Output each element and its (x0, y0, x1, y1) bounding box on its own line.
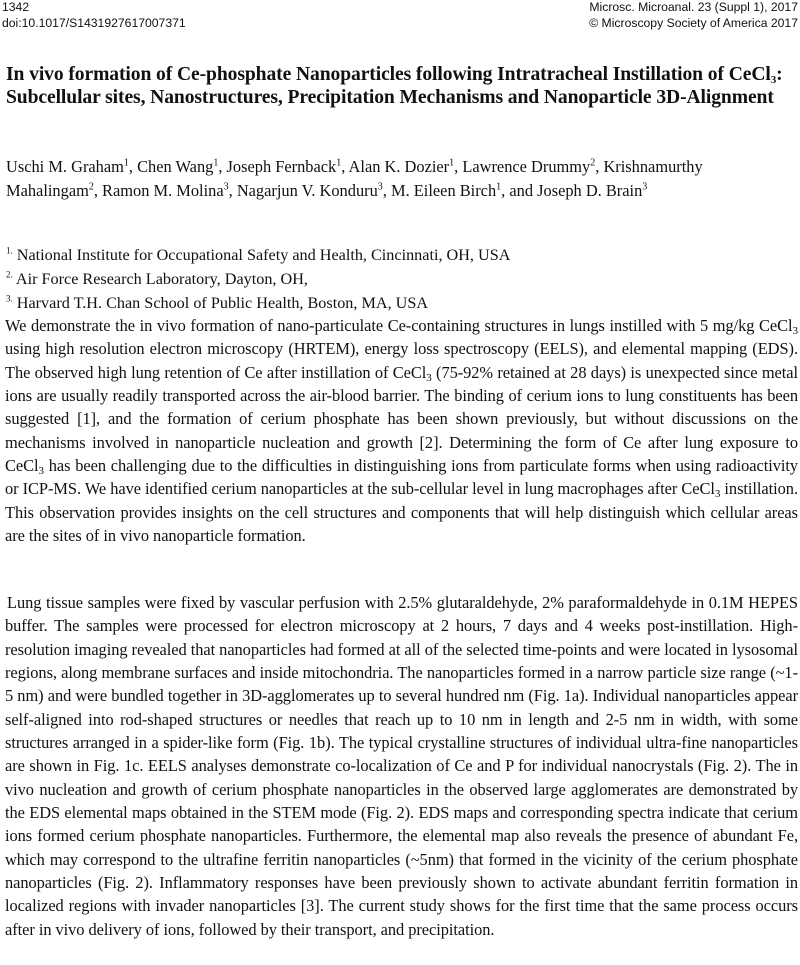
author-name: M. Eileen Birch (391, 181, 497, 200)
running-header-left (2, 0, 186, 31)
author-separator: , (595, 157, 604, 176)
author-separator: , (228, 181, 237, 200)
author-name: Chen Wang (137, 157, 214, 176)
author-affiliation: 2 (590, 157, 596, 169)
affiliation-list (6, 243, 796, 315)
author-name: Uschi M. Graham (6, 157, 124, 176)
page-number: 1342 (2, 0, 30, 14)
affiliation-number: 2. (6, 269, 13, 280)
author-name: Joseph Fernback (226, 157, 337, 176)
journal-citation: Microsc. Microanal. 23 (Suppl 1), 2017 (589, 0, 798, 14)
author-affiliation: 3 (642, 181, 648, 193)
affiliation-text: Air Force Research Laboratory, Dayton, OH, (15, 270, 308, 288)
author-affiliation: 1 (336, 157, 342, 169)
affiliation (6, 291, 796, 315)
title-part-1: In vivo formation of Ce-phosphate Nanoparticles following Intratracheal Instillation of CeCl (6, 64, 771, 85)
author-affiliation: 1 (123, 157, 129, 169)
affiliation-text: Harvard T.H. Chan School of Public Health, Boston, MA, USA (16, 294, 429, 312)
paragraph-text: using high resolution electron microscopy (HRTEM), energy loss spectroscopy (EELS), and elemental mapping (EDS). The observed high lung retention of Ce after instillation of CeCl (5, 339, 798, 382)
paragraph-text: instillation. This observation provides insights on the cell structures and components that will help distinguish which cellular areas are the sites of in vivo nanoparticle formation. (5, 479, 798, 546)
running-header-right (589, 0, 798, 31)
author-separator: , (341, 157, 349, 176)
paper-title (6, 63, 798, 109)
author-separator: , (128, 157, 138, 176)
author-affiliation: 1 (496, 181, 502, 193)
title-subscript: 3 (770, 74, 777, 86)
author-list (6, 155, 796, 203)
author-affiliation: 1 (213, 157, 219, 169)
subscript: 3 (792, 325, 798, 337)
paragraph-text: has been challenging due to the difficulties in distinguishing ions from particulate forms when using radioactivity or ICP-MS. We have identified cerium nanoparticles at the sub-cellular level in lung macrophages after CeCl (5, 456, 798, 499)
author-name: Alan K. Dozier (348, 157, 450, 176)
subscript: 3 (426, 371, 432, 384)
subscript: 3 (714, 488, 721, 501)
paragraph-text: We demonstrate the in vivo formation of nano-particulate Ce-containing structures in lungs instilled with 5 mg/kg CeCl (5, 316, 793, 335)
author-separator: , (93, 181, 103, 200)
author-name: Ramon M. Molina (102, 181, 224, 200)
subscript: 3 (38, 465, 44, 478)
author-name: Joseph D. Brain (537, 181, 643, 200)
affiliation-text: National Institute for Occupational Safety and Health, Cincinnati, OH, USA (16, 246, 511, 264)
affiliation-number: 1. (6, 245, 13, 256)
author-affiliation: 2 (88, 181, 94, 193)
paragraph-text: (75-92% retained at 28 days) is unexpected since metal ions are usually readily transported across the air-blood barrier. The binding of cerium ions to lung constituents has been suggested [1], and the formation of cerium phosphate has been shown previously, but without discussions on the mechanisms involved in nanoparticle nucleation and growth [2]. Determining the form of Ce after lung exposure to CeCl (5, 362, 798, 476)
author-name: Krishnamurthy Mahalingam (6, 157, 703, 200)
body-paragraph-2: Lung tissue samples were fixed by vascular perfusion with 2.5% glutaraldehyde, 2% paraformaldehyde in 0.1M HEPES buffer. The samples were processed for electron microscopy at 2 hours, 7 days and 4 weeks post-instillation. High-resolution imaging revealed that nanoparticles had formed at all of the selected time-points and were located in lysosomal regions, along membrane surfaces and inside mitochondria. The nanoparticles formed in a narrow particle size range (~1-5 nm) and were bundled together in 3D-agglomerates up to several hundred nm (Fig. 1a). Individual nanoparticles appear self-aligned into rod-shaped structures or needles that reach up to 10 nm in length and 2-5 nm in width, with some structures arranged in a spider-like form (Fig. 1b). The typical crystalline structures of individual ultra-fine nanoparticles are shown in Fig. 1c. EELS analyses demonstrate co-localization of Ce and P for individual nanocrystals (Fig. 2). The in vivo nucleation and growth of cerium phosphate nanoparticles in the observed large agglomerates are demonstrated by the EDS elemental maps obtained in the STEM mode (Fig. 2). EDS maps and corresponding spectra indicate that cerium ions formed cerium phosphate nanoparticles. Furthermore, the elemental map also reveals the presence of abundant Fe, which may correspond to the ultrafine ferritin nanoparticles (~5nm) that formed in the vicinity of the cerium phosphate nanoparticles (Fig. 2). Inflammatory responses have been previously shown to activate abundant ferritin formation in localized regions with invader nanoparticles [3]. The current study shows for the first time that the same process occurs after in vivo delivery of ions, followed by their transport, and precipitation. (5, 593, 798, 939)
author-separator: , (454, 157, 463, 176)
affiliation-number: 3. (6, 293, 13, 304)
body-paragraph-1 (5, 314, 798, 547)
author-name: Lawrence Drummy (462, 157, 591, 176)
author-affiliation: 3 (377, 181, 383, 193)
author-separator: , and (501, 181, 538, 200)
author-affiliation: 3 (223, 181, 229, 193)
title-part-2: : Subcellular sites, Nanostructures, Precipitation Mechanisms and Nanoparticle 3D-Alignment (6, 64, 783, 108)
affiliation (6, 267, 796, 291)
doi: doi:10.1017/S1431927617007371 (2, 15, 186, 30)
author-affiliation: 1 (449, 157, 455, 169)
author-name: Nagarjun V. Konduru (236, 181, 378, 200)
author-separator: , (218, 157, 227, 176)
copyright: © Microscopy Society of America 2017 (589, 15, 798, 30)
author-separator: , (382, 181, 391, 200)
affiliation (6, 243, 796, 267)
